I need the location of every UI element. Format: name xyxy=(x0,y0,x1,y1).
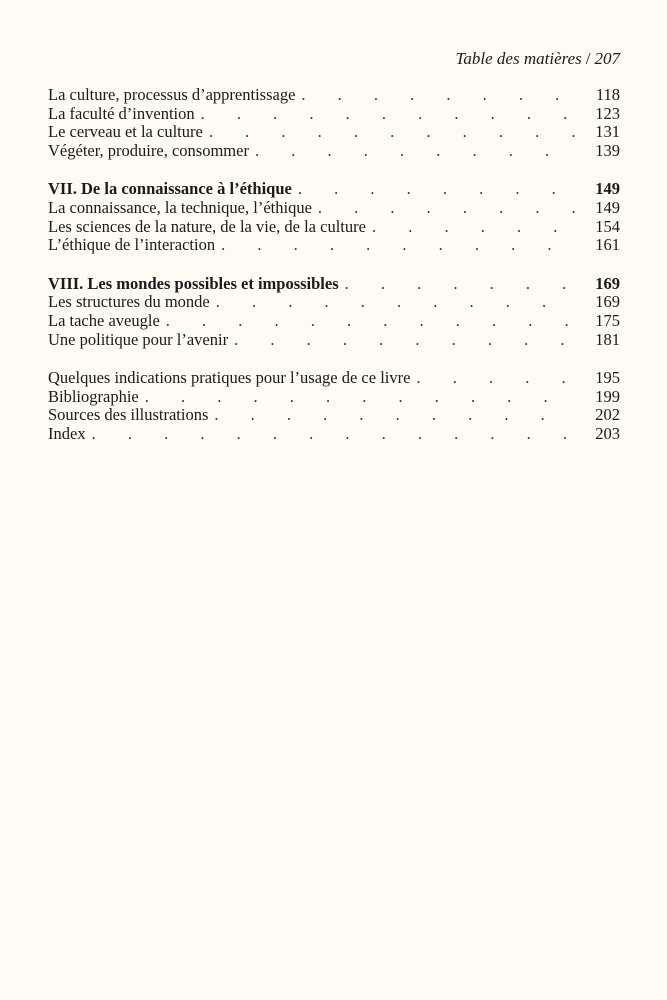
toc-entry-title: Une politique pour l’avenir xyxy=(48,329,229,349)
toc-entry-title: La faculté d’invention xyxy=(48,103,195,123)
toc-chapter-heading xyxy=(48,180,620,199)
toc-entry-title: VIII. Les mondes possibles et impossibles xyxy=(48,273,339,293)
toc-entry-page-number: 199 xyxy=(595,386,620,406)
dot-leader xyxy=(339,275,576,294)
toc-entry-title: L’éthique de l’interaction xyxy=(48,235,216,255)
toc-chapter-heading xyxy=(48,275,620,294)
toc-entry-title: Le cerveau et la culture xyxy=(48,122,203,142)
toc-entry xyxy=(48,312,620,331)
toc-entry-title: Végéter, produire, consommer xyxy=(48,140,249,160)
toc-entry xyxy=(48,425,620,444)
toc-entry xyxy=(48,331,620,350)
toc-entry-page-number: 203 xyxy=(595,423,620,443)
toc-entry-page-number: 161 xyxy=(595,235,620,255)
running-head-page-number: 207 xyxy=(594,49,620,68)
toc-entry-page-number: 154 xyxy=(595,216,620,236)
toc-entry-page-number: 123 xyxy=(595,103,620,123)
toc-entry-page-number: 195 xyxy=(595,368,620,388)
toc-entry xyxy=(48,142,620,161)
toc-entry xyxy=(48,406,620,425)
toc-entry xyxy=(48,293,620,312)
toc-entry-title: La tache aveugle xyxy=(48,310,160,330)
dot-leader xyxy=(139,388,576,407)
toc-entry-title: La culture, processus d’apprentissage xyxy=(48,85,296,104)
toc-entry-page-number: 175 xyxy=(595,310,620,330)
running-head-title: Table des matières xyxy=(455,49,582,68)
toc-group xyxy=(48,180,620,254)
book-page xyxy=(48,0,620,1000)
toc-entry-title: Les structures du monde xyxy=(48,292,210,312)
table-of-contents xyxy=(48,86,620,464)
toc-entry-page-number: 181 xyxy=(595,329,620,349)
dot-leader xyxy=(208,406,576,425)
toc-entry-title: La connaissance, la technique, l’éthique xyxy=(48,197,312,217)
toc-entry-title: Index xyxy=(48,423,86,443)
dot-leader xyxy=(410,369,576,388)
toc-entry-page-number: 149 xyxy=(595,179,620,199)
toc-group xyxy=(48,86,620,160)
toc-group xyxy=(48,275,620,349)
dot-leader xyxy=(195,105,576,124)
dot-leader xyxy=(249,142,576,161)
dot-leader xyxy=(210,293,576,312)
toc-group xyxy=(48,369,620,443)
toc-entry-title: Les sciences de la nature, de la vie, de la culture xyxy=(48,216,366,236)
running-head xyxy=(456,49,620,69)
dot-leader xyxy=(295,86,576,105)
toc-entry xyxy=(48,218,620,237)
toc-entry-title: Sources des illustrations xyxy=(48,405,209,425)
toc-entry-page-number: 169 xyxy=(595,273,620,293)
toc-entry-page-number: 139 xyxy=(595,140,620,160)
toc-entry-page-number: 131 xyxy=(595,122,620,142)
toc-entry-page-number: 202 xyxy=(595,405,620,425)
toc-entry xyxy=(48,388,620,407)
dot-leader xyxy=(160,312,576,331)
dot-leader xyxy=(228,331,576,350)
dot-leader xyxy=(86,425,576,444)
toc-entry xyxy=(48,199,620,218)
toc-entry xyxy=(48,86,620,105)
toc-entry-page-number: 149 xyxy=(595,197,620,217)
toc-entry-page-number: 118 xyxy=(595,85,620,104)
dot-leader xyxy=(312,199,576,218)
dot-leader xyxy=(203,123,576,142)
running-head-separator: / xyxy=(585,49,591,68)
dot-leader xyxy=(292,180,576,199)
toc-entry-title: Quelques indications pratiques pour l’usage de ce livre xyxy=(48,368,411,388)
dot-leader xyxy=(366,218,576,237)
toc-entry xyxy=(48,236,620,255)
toc-entry-page-number: 169 xyxy=(595,292,620,312)
dot-leader xyxy=(215,236,576,255)
toc-entry-title: Bibliographie xyxy=(48,386,139,406)
toc-entry xyxy=(48,105,620,124)
toc-entry-title: VII. De la connaissance à l’éthique xyxy=(48,179,292,199)
toc-entry xyxy=(48,123,620,142)
toc-entry xyxy=(48,369,620,388)
